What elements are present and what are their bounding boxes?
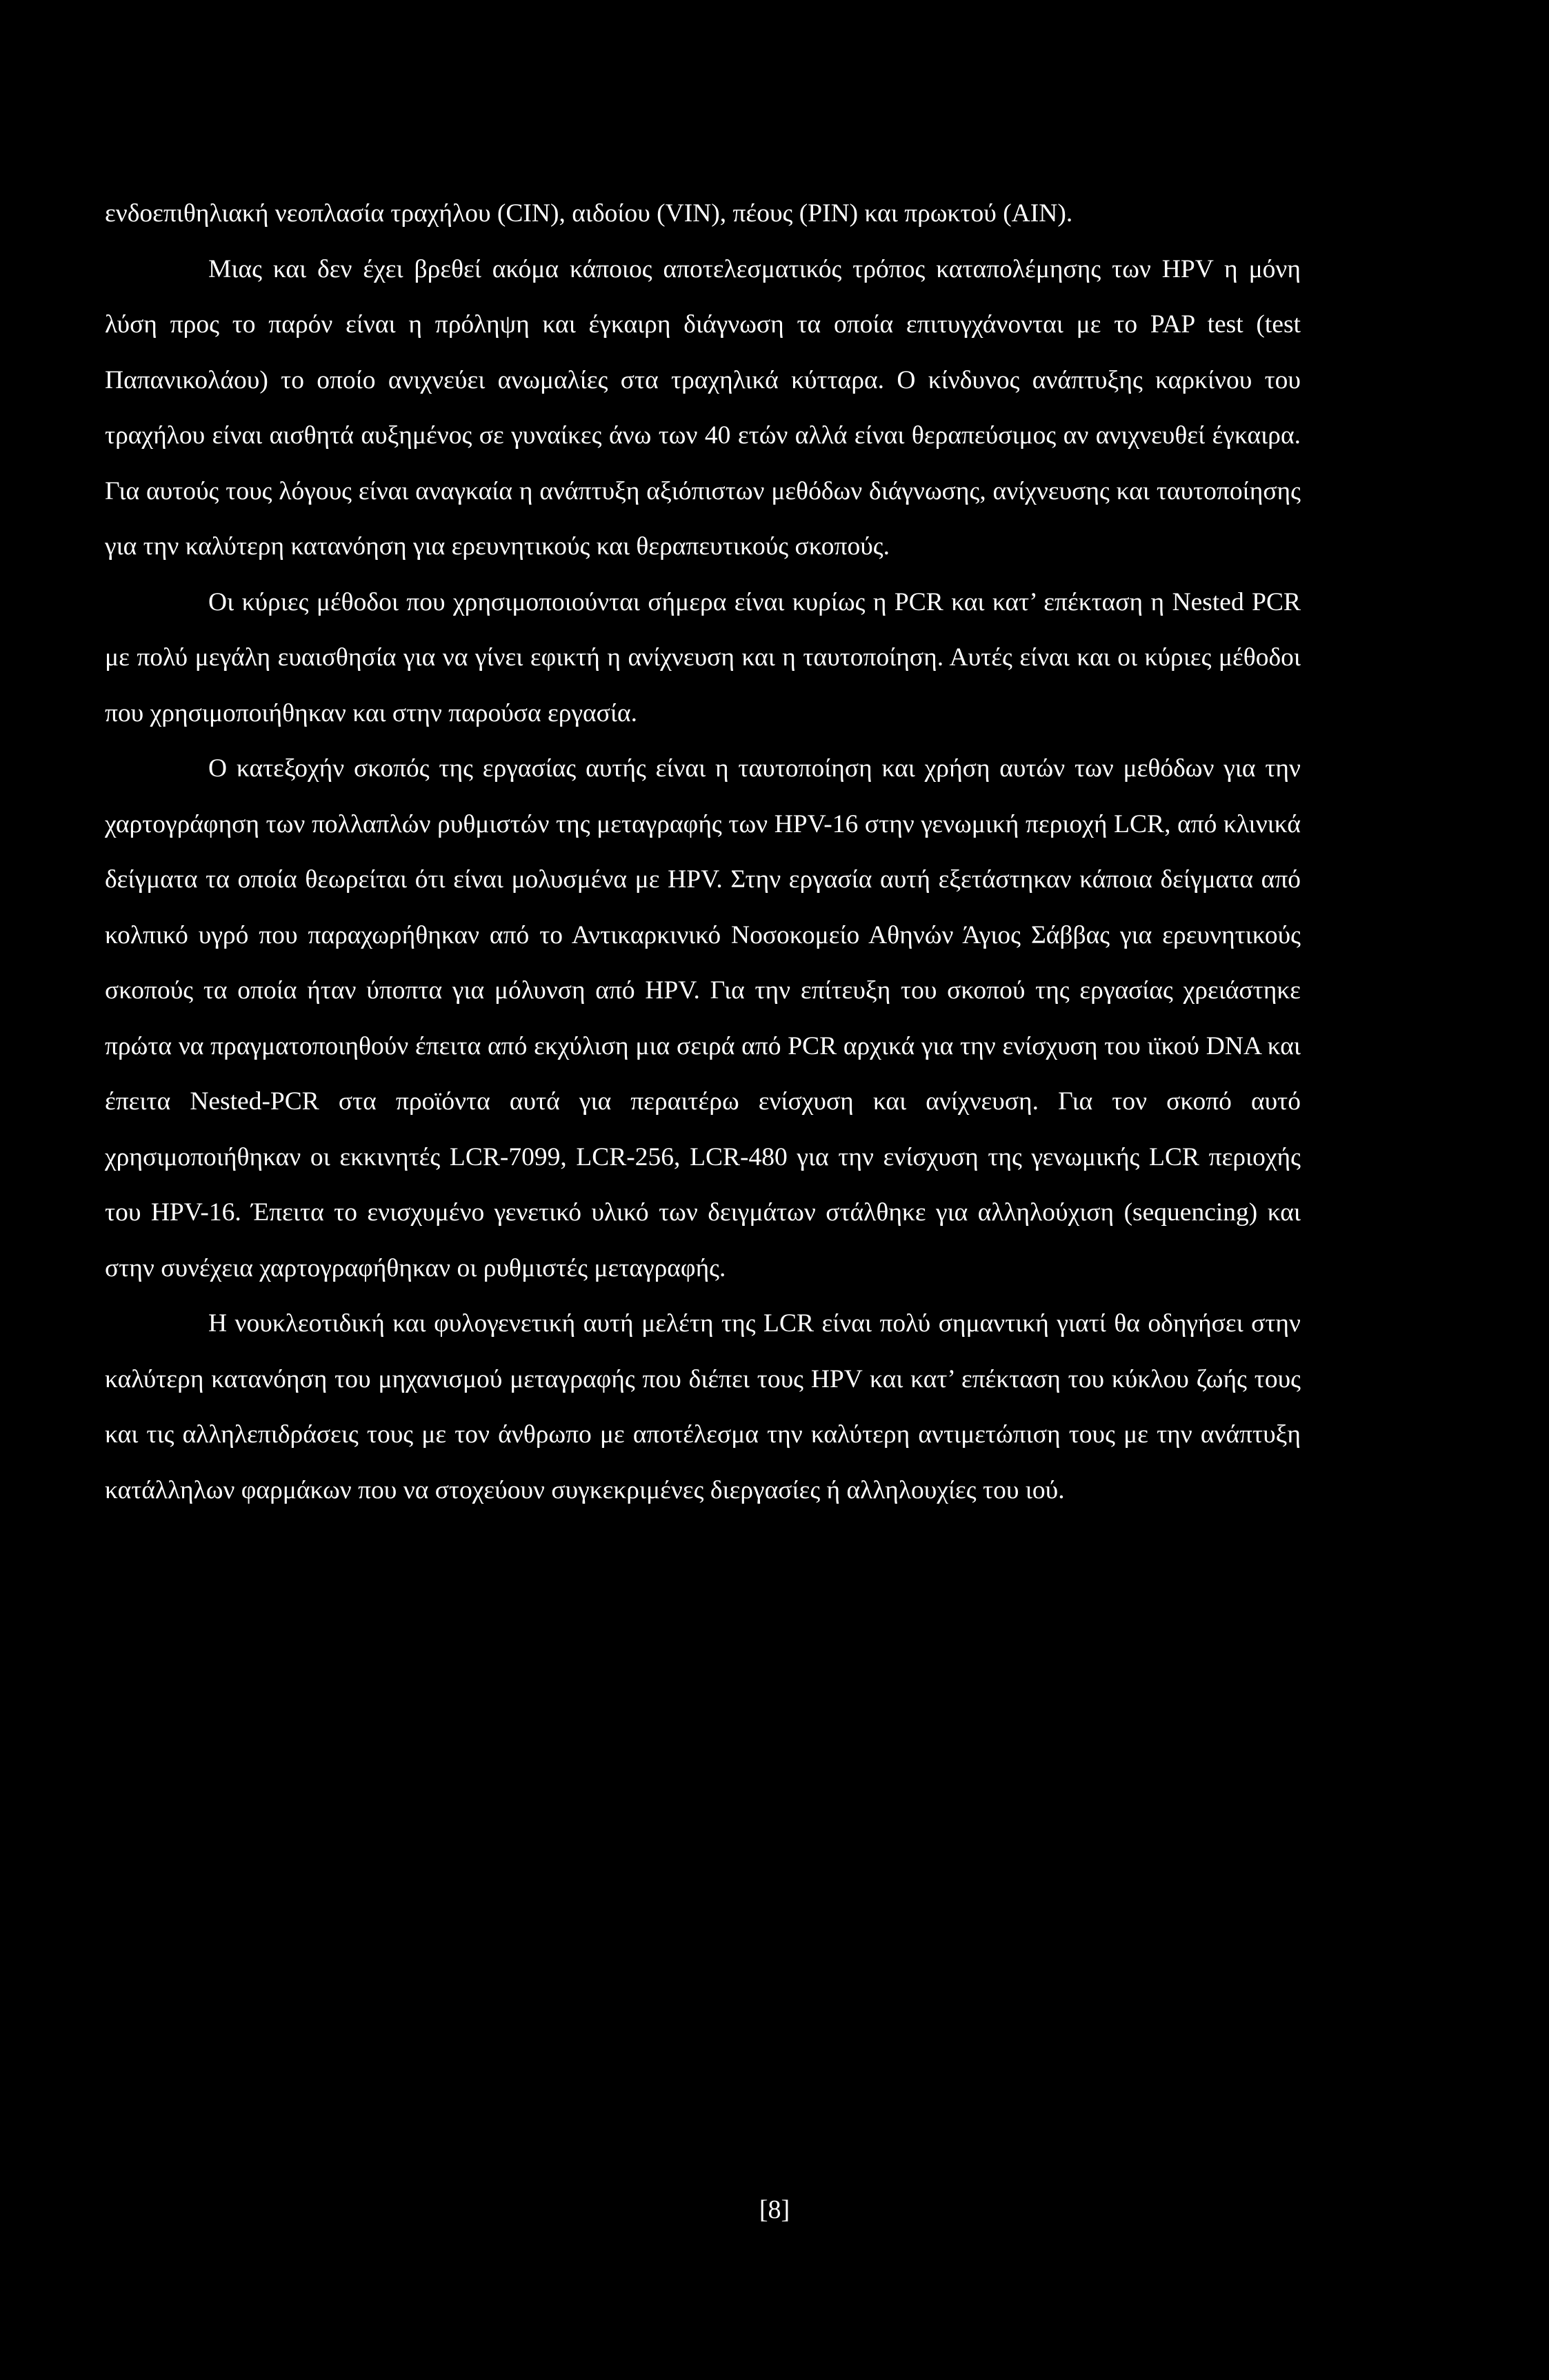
page-number: [8]: [759, 2195, 790, 2224]
paragraph-aim: Ο κατεξοχήν σκοπός της εργασίας αυτής είναι η ταυτοποίηση και χρήση αυτών των μεθόδων για την χαρτογράφηση των πολλαπλών ρυθμιστών της μεταγραφής των HPV-16 στην γενωμική περιοχή LCR, από κλινικά δείγματα τα οποία θεωρείται ότι είναι μολυσμένα με HPV. Στην εργασία αυτή εξετάστηκαν κάποια δείγματα από κολπικό υγρό που παραχωρήθηκαν από το Αντικαρκινικό Νοσοκομείο Αθηνών Άγιος Σάββας για ερευνητικούς σκοπούς τα οποία ήταν ύποπτα για μόλυνση από HPV. Για την επίτευξη του σκοπού της εργασίας χρειάστηκε πρώτα να πραγματοποιηθούν έπειτα από εκχύλιση μια σειρά από PCR αρχικά για την ενίσχυση του ιϊκού DNA και έπειτα Nested-PCR στα προϊόντα αυτά για περαιτέρω ενίσχυση και ανίχνευση. Για τον σκοπό αυτό χρησιμοποιήθηκαν οι εκκινητές LCR-7099, LCR-256, LCR-480 για την ενίσχυση της γενωμικής LCR περιοχής του HPV-16. Έπειτα το ενισχυμένο γενετικό υλικό των δειγμάτων στάλθηκε για αλληλούχιση (sequencing) και στην συνέχεια χαρτογραφήθηκαν οι ρυθμιστές μεταγραφής.: [105, 754, 1301, 1282]
paragraph-prevention-diagnosis: Μιας και δεν έχει βρεθεί ακόμα κάποιος αποτελεσματικός τρόπος καταπολέμησης των HPV η μόνη λύση προς το παρόν είναι η πρόληψη και έγκαιρη διάγνωση τα οποία επιτυγχάνονται με το PAP test (test Παπανικολάου) το οποίο ανιχνεύει ανωμαλίες στα τραχηλικά κύτταρα. Ο κίνδυνος ανάπτυξης καρκίνου του τραχήλου είναι αισθητά αυξημένος σε γυναίκες άνω των 40 ετών αλλά είναι θεραπεύσιμος αν ανιχνευθεί έγκαιρα. Για αυτούς τους λόγους είναι αναγκαία η ανάπτυξη αξιόπιστων μεθόδων διάγνωσης, ανίχνευσης και ταυτοποίησης για την καλύτερη κατανόηση για ερευνητικούς και θεραπευτικούς σκοπούς.: [105, 254, 1301, 561]
paragraph-continuation: ενδοεπιθηλιακή νεοπλασία τραχήλου (CIN), αιδοίου (VIN), πέους (PIN) και πρωκτού (AIN).: [105, 199, 1073, 228]
paragraph-significance: Η νουκλεοτιδική και φυλογενετική αυτή μελέτη της LCR είναι πολύ σημαντική γιατί θα οδηγήσει στην καλύτερη κατανόηση του μηχανισμού μεταγραφής που διέπει τους HPV και κατ’ επέκταση του κύκλου ζωής τους και τις αλληλεπιδράσεις τους με τον άνθρωπο με αποτέλεσμα την καλύτερη αντιμετώπιση τους με την ανάπτυξη κατάλληλων φαρμάκων που να στοχεύουν συγκεκριμένες διεργασίες ή αλληλουχίες του ιού.: [105, 1309, 1301, 1504]
paragraph-methods: Οι κύριες μέθοδοι που χρησιμοποιούνται σήμερα είναι κυρίως η PCR και κατ’ επέκταση η Nested PCR με πολύ μεγάλη ευαισθησία για να γίνει εφικτή η ανίχνευση και η ταυτοποίηση. Αυτές είναι και οι κύριες μέθοδοι που χρησιμοποιήθηκαν και στην παρούσα εργασία.: [105, 587, 1301, 727]
document-body: [105, 186, 1301, 1518]
